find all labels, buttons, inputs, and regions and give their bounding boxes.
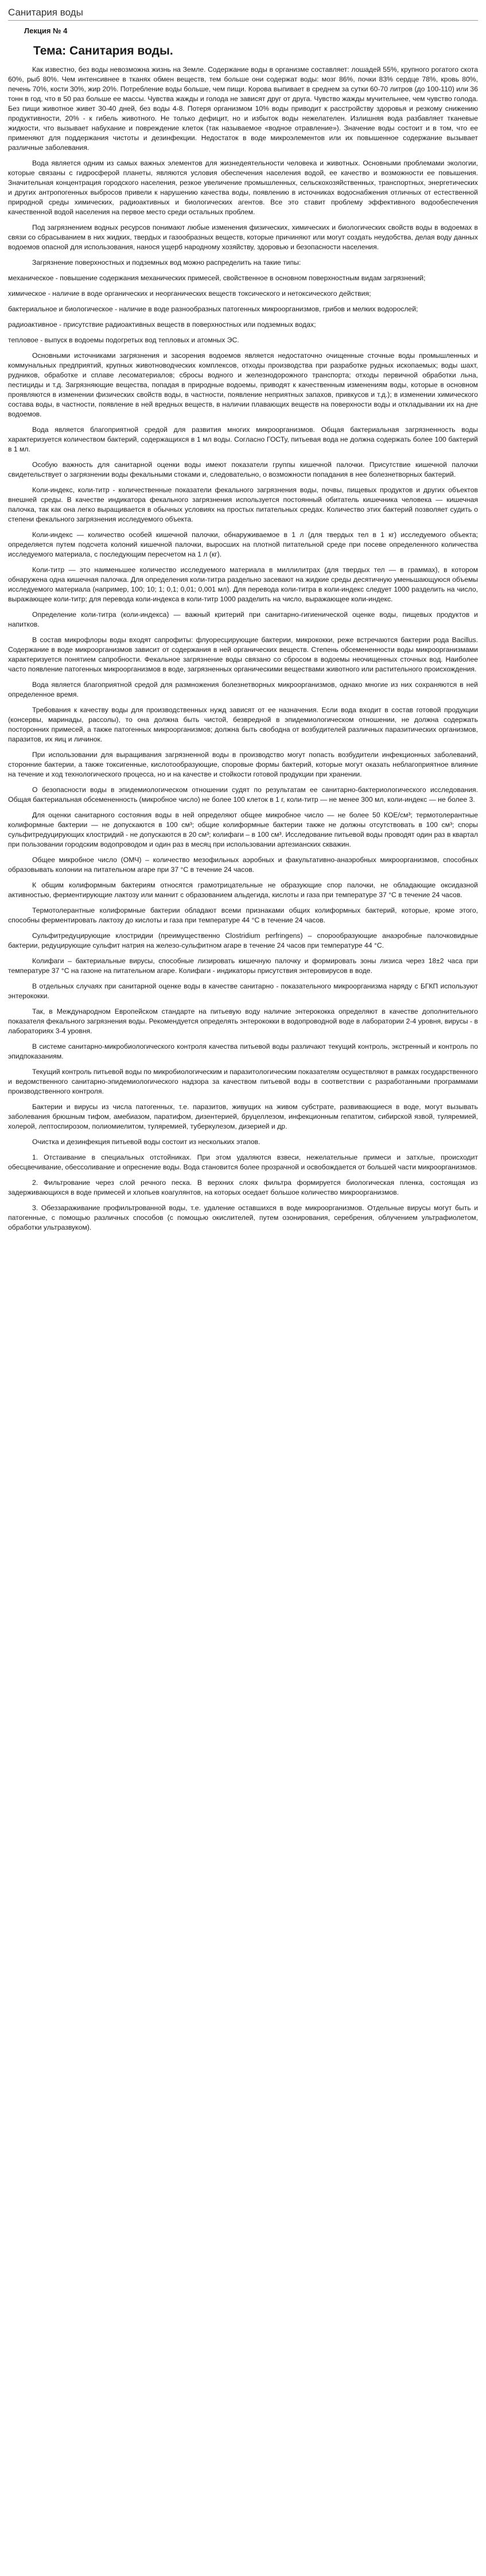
paragraph: Требования к качеству воды для производственных нужд зависят от ее назначения. Если вода входит в состав готовой продукции (консервы, маринады, рассолы), то она должна быть чистой, безвредной в эпидемиологическом отношении, не должна содержать посторонних примесей, а также патогенных микроорганизмов; должна быть свободна от возбудителей различных паразитических организмов, паразитов, их яиц и личинок. <box>8 706 478 743</box>
paragraph: Термотолерантные колиформные бактерии обладают всеми признаками общих колиформных бактерий, которые, кроме этого, способны ферментировать лактозу до кислоты и газа при температуре 44 °С в течение 24 часов. <box>8 906 478 924</box>
paragraph: Текущий контроль питьевой воды по микробиологическим и паразитологическим показателям осуществляют в рамках государственного и ведомственного санитарно-эпидемиологического надзора за качеством питьевой воды в соответствии с разработанными программами производственного контроля. <box>8 1068 478 1095</box>
paragraph: Очистка и дезинфекция питьевой воды состоит из нескольких этапов. <box>32 1138 261 1146</box>
document-page <box>0 0 486 1233</box>
paragraph: Общее микробное число (ОМЧ) – количество мезофильных аэробных и факультативно-анаэробных микроорганизмов, способных образовывать колонии на питательном агаре при 37 °С в течение 24 часов. <box>8 856 478 874</box>
pollution-type-item: бактериальное и биологическое - наличие в воде разнообразных патогенных микроорганизмов, грибов и мелких водорослей; <box>8 305 418 313</box>
paragraph: В отдельных случаях при санитарной оценке воды в качестве санитарно - показательного микроорганизма наряду с БГКП используют энтерококки. <box>8 982 478 1000</box>
paragraph: Вода является благоприятной средой для размножения болезнетворных микроорганизмов, однако многие из них сохраняются в ней определенное время. <box>8 681 478 698</box>
paragraph: Как известно, без воды невозможна жизнь на Земле. Содержание воды в организме составляет: лошадей 55%, крупного рогатого скота 60%, рыб 80%. Чем интенсивнее в тканях обмен веществ, тем больше они содержат воды: мозг 86%, почки 83% сердце 78%, кровь 80%, печень 70%, кости 30%, жир 20%. Потребление воды больше, чем пищи. Корова выпивает в среднем за сутки 60-70 литров (до 100-110) или 36 тонн в год, что в 50 раз больше ее массы. Чувства жажды и голода не зависят друг от друга. Чувство жажды мучительнее, чем чувство голода. Без пищи животное живет 30-40 дней, без воды 4-8. Потеря организмом 10% воды приводит к расстройству здоровья и резкому снижению продуктивности, 20% - к гибель животного. Не только дефицит, но и избыток воды нежелателен. Излишняя вода разбавляет тканевые жидкости, что вызывает набухание и повреждение клеток (так называемое «водное отравление»). Значение воды состоит и в том, что ее применяют для поддержания чистоты и дезинфекции. Недостаток в воде микроэлементов или их повышенное содержание вызывает различные заболевания. <box>8 65 478 152</box>
paragraph: 3. Обеззараживание профильтрованной воды, т.е. удаление оставшихся в воде микроорганизмов. Отдельные вирусы могут быть и патогенные, с помощью различных способов (с помощью окислителей, путем озонирования, серебрения, облучением ультрафиолетом, обработки ультразвуком). <box>8 1204 478 1231</box>
paragraph: Сульфитредуцирующие клостридии (преимущественно Clostridium perfringens) – спорообразующие анаэробные палочковидные бактерии, редуцирующие сульфит натрия на железо-сульфитном агаре в течение 24 часов при температуре 44 °С. <box>8 932 478 949</box>
paragraph: Коли-титр — это наименьшее количество исследуемого материала в миллилитрах (для твердых тел — в граммах), в котором обнаружена одна кишечная палочка. Для определения коли-титра раздельно засевают на жидкие среды десятичную уменьшающуюся объемы исследуемого материала (например, 100; 10; 1; 0,1; 0,01; 0,001 мл). Для перевода коли-титра в коли-индекс следует 1000 разделить на число, выражающее коли-титр; для перевода коли-индекса в коли-титр 1000 разделить на число, выражающее коли-индекс. <box>8 566 478 603</box>
paragraph: Под загрязнением водных ресурсов понимают любые изменения физических, химических и биологических свойств воды в водоемах в связи со сбрасыванием в них жидких, твердых и газообразных веществ, которые причиняют или могут создать неудобства, делая воду данных водоемов опасной для использования, нанося ущерб народному хозяйству, здоровью и безопасности населения. <box>8 223 478 251</box>
paragraph: В системе санитарно-микробиологического контроля качества питьевой воды различают текущий контроль, экстренный и контроль по эпидпоказаниям. <box>8 1042 478 1060</box>
paragraph: В состав микрофлоры воды входят сапрофиты: флуоресцирующие бактерии, микрококки, реже встречаются бактерии рода Bacillus. Содержание в воде микроорганизмов зависит от содержания в ней органических веществ. Степень обсемененности воды микроорганизмами характеризуется понятием сапробности. Фекальное загрязнение воды связано со сбросом в водоемы неочищенных сточных вод. Наиболее часто появление патогенных микроорганизмов в воде, загрязненных органическими веществами животного или растительного происхождения. <box>8 636 478 673</box>
paragraph: Коли-индекс, коли-титр - количественные показатели фекального загрязнения воды, почвы, пищевых продуктов и других объектов внешней среды. В качестве индикатора фекального загрязнения используется постоянный обитатель кишечника человека — кишечная палочка, так как она легко выращивается в обычных условиях на простых питательных средах. Количество этих бактерий позволяет судить о степени фекального загрязнения исследуемого объекта. <box>8 486 478 523</box>
paragraph: 1. Отстаивание в специальных отстойниках. При этом удаляются взвеси, нежелательные примеси и затхлые, происходит обесцвечивание, обессоливание и опреснение воды. Вода становится более прозрачной и освобождается от большей части микроорганизмов. <box>8 1153 478 1171</box>
pollution-type-item: химическое - наличие в воде органических и неорганических веществ токсического и нетоксического действия; <box>8 289 371 298</box>
paragraph: Особую важность для санитарной оценки воды имеют показатели группы кишечной палочки. Присутствие кишечной палочки свидетельствует о загрязнении воды фекальными стоками и, следовательно, о возможности попадания в нее болезнетворных бактерий. <box>8 461 478 478</box>
paragraph: Вода является одним из самых важных элементов для жизнедеятельности человека и животных. Основными проблемами экологии, которые связаны с гидросферой планеты, являются условия обеспечения населения водой, ее качество и возможности ее повышения. Значительная концентрация городского населения, резкое увеличение промышленных, сельскохозяйственных, транспортных, энергетических и других антропогенных выбросов привели к нарушению качества воды, появлению в источниках водоснабжения отличных от естественной природной среды химических, радиоактивных и биологических агентов. Все это ставит проблему эффективного водообеспечения качественной водой населения на первое место среди остальных проблем. <box>8 159 478 216</box>
pollution-type-item: тепловое - выпуск в водоемы подогретых вод тепловых и атомных ЭС. <box>8 336 239 344</box>
paragraph: Бактерии и вирусы из числа патогенных, т.е. паразитов, живущих на живом субстрате, развивающиеся в воде, могут вызывать заболевания брюшным тифом, амебиазом, паратифом, дизентерией, бруцеллезом, инфекционным гепатитом, сибирской язвой, туляремией, холерой, лептоспирозом, полиомиелитом, туляремией, туберкулезом, дизерией и др. <box>8 1103 478 1130</box>
paragraph: 2. Фильтрование через слой речного песка. В верхних слоях фильтра формируется биологическая пленка, состоящая из задерживающихся в воде примесей и хлопьев коагулянтов, на которых оседает большое количество микроорганизмов. <box>8 1179 478 1196</box>
lecture-number: Лекция № 4 <box>24 26 68 35</box>
paragraph: О безопасности воды в эпидемиологическом отношении судят по результатам ее санитарно-бактериологического исследования. Общая бактериальная обсемененность (микробное число) не более 100 клеток в 1 г, коли-титр — не менее 300 мл, коли-индекс — не более 3. <box>8 786 478 804</box>
paragraph: Колифаги – бактериальные вирусы, способные лизировать кишечную палочку и формировать зоны лизиса через 18±2 часа при температуре 37 °С на газоне на питательном агаре. Колифаги - индикаторы присутствия энтеровирусов в воде. <box>8 957 478 975</box>
paragraph: Вода является благоприятной средой для развития многих микроорганизмов. Общая бактериальная загрязненность воды характеризуется количеством бактерий, содержащихся в 1 мл воды. Согласно ГОСТу, питьевая вода не должна содержать более 100 бактерий в 1 мл. <box>8 426 478 453</box>
document-body <box>8 65 478 1233</box>
section-title: Тема: Санитария воды. <box>33 44 173 57</box>
paragraph: Основными источниками загрязнения и засорения водоемов является недостаточно очищенные сточные воды промышленных и коммунальных предприятий, крупных животноводческих комплексов, отходы производства при разработке рудных ископаемых; воды шахт, рудников, обработке и сплаве лесоматериалов; сбросы водного и железнодорожного транспорта; отходы первичной обработки льна, пестициды и т.д. Загрязняющие вещества, попадая в природные водоемы, приводят к качественным изменениям воды, которые в основном проявляются в изменении физических свойств воды, в частности, появление неприятных запахов, привкусов и т.д.); в изменении химического состава воды, в частности, появление в ней вредных веществ, в наличии плавающих веществ на поверхности воды и откладывании их на дне водоемов. <box>8 352 478 418</box>
paragraph: Так, в Международном Европейском стандарте на питьевую воду наличие энтерококка определяют в качестве дополнительного показателя фекального загрязнения воды. Рекомендуется определять энтерококки в водопроводной воде в лаборатории 2-4 уровня, вирусы - в лабораториях 3-4 уровня. <box>8 1007 478 1035</box>
paragraph: Определение коли-титра (коли-индекса) — важный критерий при санитарно-гигиенической оценке воды, пищевых продуктов и напитков. <box>8 611 478 628</box>
paragraph: Коли-индекс — количество особей кишечной палочки, обнаруживаемое в 1 л (для твердых тел в 1 кг) исследуемого объекта; определяется путем подсчета колоний кишечной палочки, выросших на плотной питательной среде при посеве определенного количества исследуемого материала, с последующим пересчетом на 1 л (кг). <box>8 531 478 558</box>
paragraph: При использовании для выращивания загрязненной воды в производство могут попасть возбудители инфекционных заболеваний, сторонние бактерии, а также токсигенные, кислотообразующие, споровые формы бактерий, которые могут оказать неблагоприятное влияние на течение и ход технологического процесса, но и на качестве и стойкости готовой продукции при хранении. <box>8 751 478 778</box>
paragraph: К общим колиформным бактериям относятся грамотрицательные не образующие спор палочки, не обладающие оксидазной активностью, ферментирующие лактозу или маннит с образованием альдегида, кислоты и газа при температуре 37 °С в течение 24 часов. <box>8 881 478 899</box>
document-title: Санитария воды <box>8 7 478 21</box>
pollution-type-item: радиоактивное - присутствие радиоактивных веществ в поверхностных или подземных водах; <box>8 320 316 329</box>
pollution-type-item: механическое - повышение содержания механических примесей, свойственное в основном поверхностным видам загрязнений; <box>8 274 426 282</box>
paragraph: Загрязнение поверхностных и подземных вод можно распределить на такие типы: <box>32 258 301 267</box>
paragraph: Для оценки санитарного состояния воды в ней определяют общее микробное число — не более 50 КОЕ/см³; термотолерантные колиформные бактерии — не допускаются в 100 см³; общие колиформные бактерии также не должны отсутствовать в 100 см³; споры сульфитредуцирующих клостридий - не допускаются в 20 см³; колифаги – в 100 см³. Исследование питьевой воды проводят один раз в квартал при пользовании городским водопроводом и один раз в месяц при использовании артезианских скважин. <box>8 811 478 848</box>
